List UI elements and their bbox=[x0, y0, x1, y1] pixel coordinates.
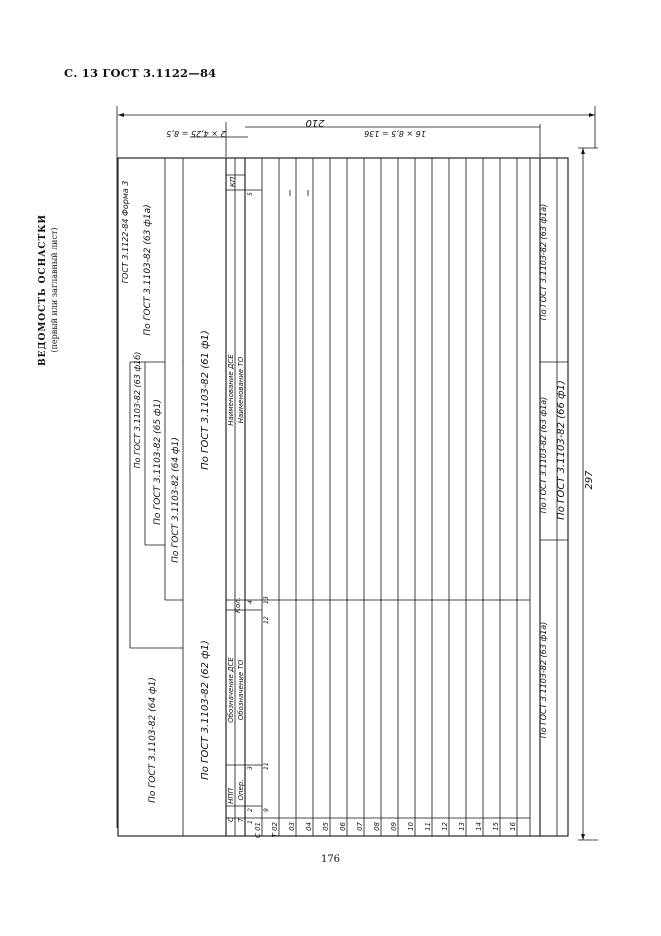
row-label: 14 bbox=[475, 822, 483, 831]
row-label: 07 bbox=[356, 822, 364, 831]
document-subtitle: (первый или заглавный лист) bbox=[50, 227, 59, 353]
row-label: 15 bbox=[492, 822, 500, 831]
ref-64-f1-left: По ГОСТ 3.1103-82 (64 ф1) bbox=[148, 677, 158, 803]
row-label: 09 bbox=[390, 822, 398, 831]
row-label: Т 02 bbox=[271, 822, 279, 838]
ref-63-f1a-r3: По ГОСТ 3.1103-82 (63 ф1а) bbox=[539, 203, 548, 321]
header-oper: Опер. bbox=[237, 779, 245, 801]
dim-head: 2 × 4,25 = 8,5 bbox=[166, 129, 226, 138]
num-13: 13 bbox=[263, 596, 270, 604]
page-header: С. 13 ГОСТ 3.1122—84 bbox=[64, 66, 217, 80]
row-label: 03 bbox=[288, 822, 296, 831]
row-label: 12 bbox=[441, 822, 449, 831]
header-kp: КП bbox=[229, 176, 237, 188]
ref-66-f1: По ГОСТ 3.1103-82 (66 ф1) bbox=[556, 380, 567, 520]
header-dse-left: Обозначение ДСЕ bbox=[227, 657, 235, 723]
ref-65-f1: По ГОСТ 3.1103-82 (65 ф1) bbox=[153, 399, 163, 525]
page-number: 176 bbox=[320, 854, 341, 865]
row-label: 13 bbox=[458, 822, 466, 831]
header-c: С bbox=[227, 817, 235, 822]
ref-63-f1a-r2: По ГОСТ 3.1103-82 (63 ф1а) bbox=[539, 396, 548, 514]
num-5: 5 bbox=[247, 192, 254, 196]
dim-width: 210 bbox=[305, 117, 325, 128]
header-npp: НПП bbox=[227, 788, 235, 804]
num-4: 4 bbox=[247, 600, 254, 604]
row-label: 05 bbox=[322, 822, 330, 831]
ref-61-f1: По ГОСТ 3.1103-82 (61 ф1) bbox=[200, 330, 211, 470]
ref-63-f1a-top: По ГОСТ 3.1103-82 (63 ф1а) bbox=[143, 204, 153, 336]
num-1: 1 bbox=[247, 820, 254, 824]
num-9: 9 bbox=[263, 808, 270, 812]
header-to-left: Обозначение ТО bbox=[237, 659, 245, 721]
num-11: 11 bbox=[263, 762, 270, 770]
dim-height: 297 bbox=[584, 470, 595, 490]
header-t: Т bbox=[237, 817, 245, 822]
num-2: 2 bbox=[247, 808, 254, 812]
ref-64-f1: По ГОСТ 3.1103-82 (64 ф1) bbox=[171, 437, 181, 563]
ref-62-f1: По ГОСТ 3.1103-82 (62 ф1) bbox=[200, 640, 211, 780]
form-label: ГОСТ 3.1122-84 Форма 3 bbox=[121, 180, 130, 284]
row-label: 06 bbox=[339, 822, 347, 831]
ref-63-f1b: По ГОСТ 3.1103-82 (63 ф1б) bbox=[133, 351, 142, 469]
header-kol: Кол. bbox=[234, 597, 242, 613]
row-label: 04 bbox=[305, 822, 313, 831]
row-label: С 01 bbox=[254, 822, 262, 839]
document-title: ВЕДОМОСТЬ ОСНАСТКИ bbox=[38, 214, 48, 366]
row-label: 10 bbox=[407, 822, 415, 831]
ref-63-f1a-r1: По ГОСТ 3.1103-82 (63 ф1а) bbox=[539, 621, 548, 739]
header-to-right: Наименование ТО bbox=[237, 356, 245, 424]
num-12: 12 bbox=[263, 616, 270, 624]
num-3: 3 bbox=[247, 766, 254, 770]
row-label: 16 bbox=[509, 822, 517, 831]
dim-rows: 16 × 8,5 = 136 bbox=[364, 129, 426, 138]
header-dse-right: Наименование ДСЕ bbox=[227, 354, 235, 426]
row-label: 11 bbox=[424, 822, 432, 831]
row-label: 08 bbox=[373, 822, 381, 831]
